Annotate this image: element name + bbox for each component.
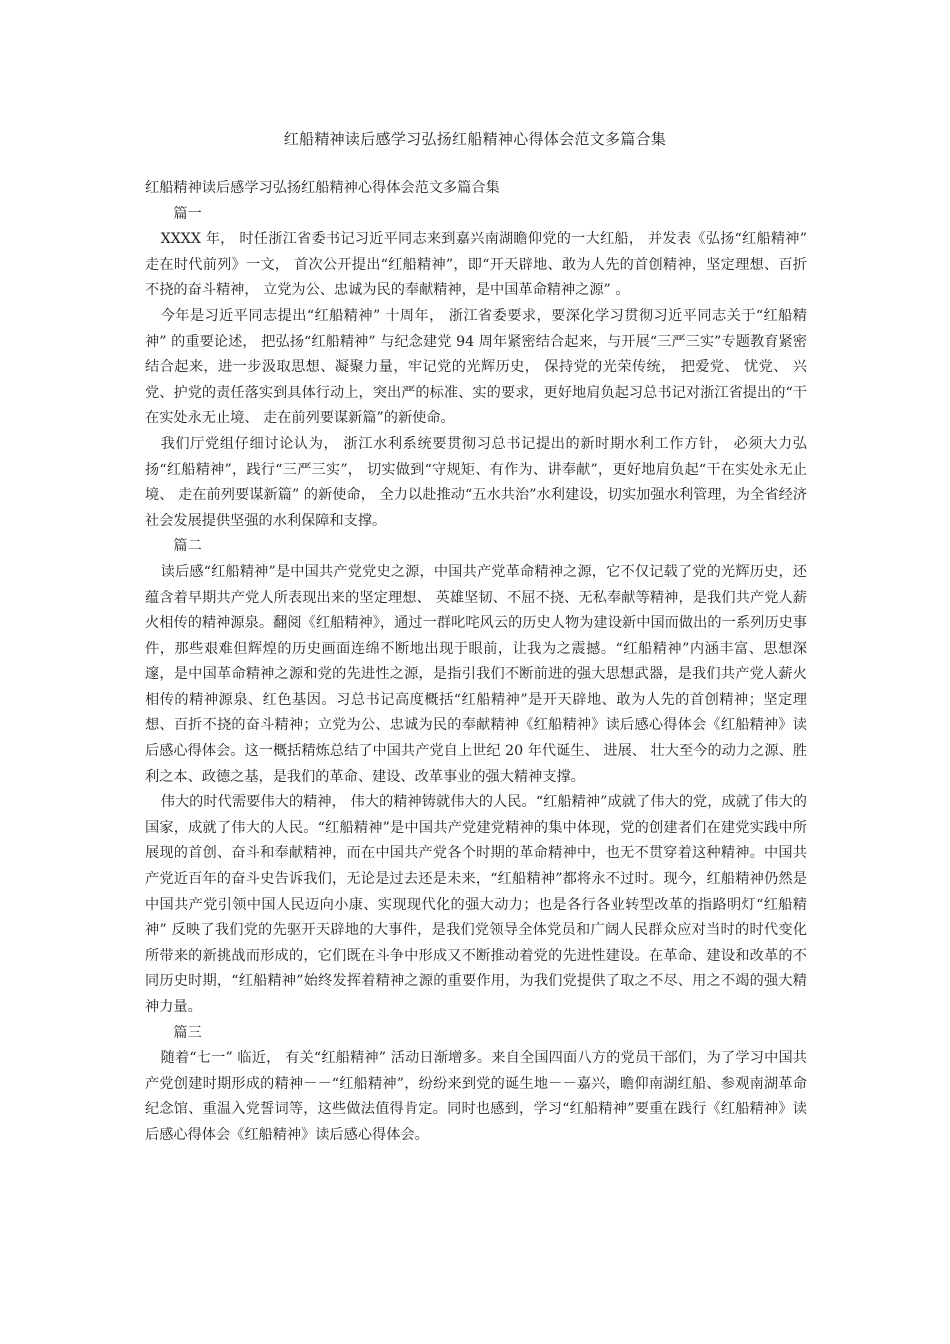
document-title: 红船精神读后感学习弘扬红船精神心得体会范文多篇合集	[283, 130, 667, 148]
section-heading: 篇三	[173, 1024, 202, 1041]
document-body	[145, 176, 807, 1149]
paragraph: 我们厅党组仔细讨论认为， 浙江水利系统要贯彻习总书记提出的新时期水利工作方针， 必须大力弘扬“红船精神”，践行“三严三实”， 切实做到“守规矩、有作为、讲奉献”，更好地肩负起“干在实处永无止境、 走在前列要谋新篇” 的新使命， 全力以赴推动“五水共治”水利建设，切实加强水利管理，为全省经济社会发展提供坚强的水利保障和支撑。	[145, 435, 807, 529]
paragraph: 随着“七一” 临近， 有关“红船精神” 活动日渐增多。来自全国四面八方的党员干部们，为了学习中国共产党创建时期形成的精神－－“红船精神”，纷纷来到党的诞生地－－嘉兴，瞻仰南湖红船、参观南湖革命纪念馆、重温入党誓词等，这些做法值得肯定。同时也感到，学习“红船精神”要重在践行《红船精神》读后感心得体会《红船精神》读后感心得体会。	[145, 1050, 807, 1143]
document-subtitle: 红船精神读后感学习弘扬红船精神心得体会范文多篇合集	[145, 180, 500, 196]
paragraph: XXXX 年， 时任浙江省委书记习近平同志来到嘉兴南湖瞻仰党的一大红船， 并发表《弘扬“红船精神” 走在时代前列》一文， 首次公开提出“红船精神”，即“开天辟地、敢为人先的首创精神，坚定理想、百折不挠的奋斗精神， 立党为公、忠诚为民的奉献精神，是中国革命精神之源” 。	[145, 231, 807, 299]
section-heading: 篇二	[173, 538, 202, 555]
section-heading: 篇一	[173, 205, 202, 222]
paragraph: 伟大的时代需要伟大的精神， 伟大的精神铸就伟大的人民。“红船精神”成就了伟大的党，成就了伟大的国家，成就了伟大的人民。“红船精神”是中国共产党建党精神的集中体现，党的创建者们在建党实践中所展现的首创、奋斗和奉献精神，而在中国共产党各个时期的革命精神中，也无不贯穿着这种精神。中国共产党近百年的奋斗史告诉我们，无论是过去还是未来，“红船精神”都将永不过时。现今，红船精神仍然是中国共产党引领中国人民迈向小康、实现现代化的强大动力；也是各行各业转型改革的指路明灯“红船精神” 反映了我们党的先驱开天辟地的大事件，是我们党领导全体党员和广阔人民群众应对当时的时代变化所带来的新挑战而形成的，它们既在斗争中形成又不断推动着党的先进性建设。在革命、建设和改革的不同历史时期，“红船精神”始终发挥着精神之源的重要作用，为我们党提供了取之不尽、用之不竭的强大精神力量。	[145, 794, 807, 1015]
paragraph: 读后感“红船精神”是中国共产党党史之源，中国共产党革命精神之源，它不仅记载了党的光辉历史，还蕴含着早期共产党人所表现出来的坚定理想、 英雄坚韧、不屈不挠、无私奉献等精神，是我们共产党人薪火相传的精神源泉。翻阅《红船精神》，通过一群叱咤风云的历史人物为建设新中国而做出的一系列历史事件，那些艰难但辉煌的历史画面连绵不断地出现于眼前，让我为之震撼。“红船精神”内涵丰富、思想深邃，是中国革命精神之源和党的先进性之源，是指引我们不断前进的强大思想武器，是我们共产党人薪火相传的精神源泉、红色基因。习总书记高度概括“红船精神”是开天辟地、敢为人先的首创精神；坚定理想、百折不挠的奋斗精神；立党为公、忠诚为民的奉献精神《红船精神》读后感心得体会《红船精神》读后感心得体会。这一概括精炼总结了中国共产党自上世纪 20 年代诞生、 进展、 壮大至今的动力之源、胜利之本、政德之基，是我们的革命、建设、改革事业的强大精神支撑。	[145, 563, 807, 785]
paragraph: 今年是习近平同志提出“红船精神” 十周年， 浙江省委要求，要深化学习贯彻习近平同志关于“红船精神” 的重要论述， 把弘扬“红船精神” 与纪念建党 94 周年紧密结合起来，与开展“三严三实”专题教育紧密结合起来，进一步汲取思想、凝聚力量，牢记党的光辉历史， 保持党的光荣传统， 把爱党、 忧党、 兴党、护党的责任落实到具体行动上，突出严的标准、实的要求，更好地肩负起习总书记对浙江省提出的“干在实处永无止境、 走在前列要谋新篇”的新使命。	[145, 307, 807, 427]
